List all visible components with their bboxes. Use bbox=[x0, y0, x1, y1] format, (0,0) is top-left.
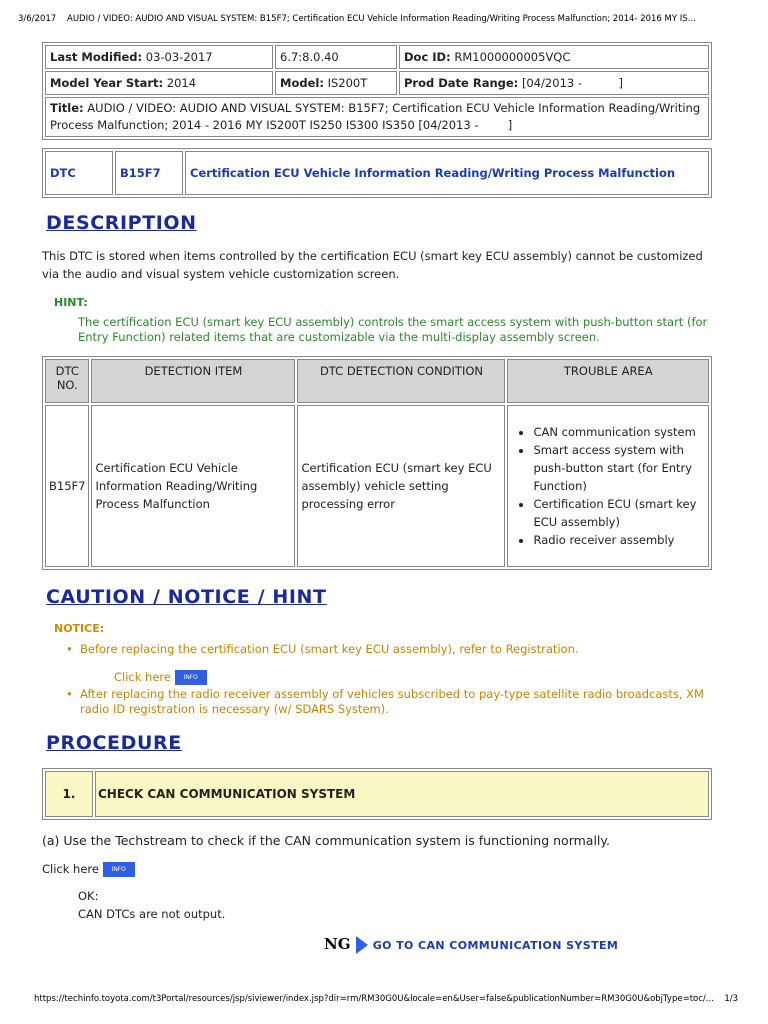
step-instruction: (a) Use the Techstream to check if the CAN communication system is functioning normally. bbox=[42, 833, 610, 848]
dtc-banner-table bbox=[42, 148, 712, 198]
procedure-click-here-row bbox=[42, 862, 135, 877]
col-detection-item: DETECTION ITEM bbox=[91, 359, 295, 403]
hint-text: The certification ECU (smart key ECU assembly) controls the smart access system with push-button start (for Entry Function) related items that are customizable via the multi-display assembly screen. bbox=[78, 315, 708, 344]
list-item: • Radio receiver assembly bbox=[533, 531, 705, 549]
notice-item-2: • After replacing the radio receiver assembly of vehicles subscribed to pay-type satellite radio broadcasts, XM radio ID registration is necessary (w/ SDARS System). bbox=[66, 687, 704, 716]
description-heading: DESCRIPTION bbox=[46, 212, 197, 234]
col-trouble-area: TROUBLE AREA bbox=[507, 359, 709, 403]
step-title: CHECK CAN COMMUNICATION SYSTEM bbox=[95, 771, 709, 817]
dtc-name: Certification ECU Vehicle Information Reading/Writing Process Malfunction bbox=[185, 151, 709, 195]
bullet-icon: • bbox=[66, 687, 73, 701]
title-cell: Title: AUDIO / VIDEO: AUDIO AND VISUAL SYSTEM: B15F7; Certification ECU Vehicle Information Reading/Writing Process Malfunction; 2014 - 2016 MY IS200T IS250 IS300 IS350 [04/2013 - ] bbox=[45, 97, 709, 137]
procedure-step-1 bbox=[42, 768, 712, 820]
dtc-trouble-table bbox=[42, 356, 712, 570]
procedure-heading: PROCEDURE bbox=[46, 732, 182, 754]
notice-click-here-row bbox=[114, 670, 207, 685]
version-value: 6.7:8.0.40 bbox=[280, 50, 339, 64]
notice-label: NOTICE: bbox=[54, 622, 105, 635]
dtc-label: DTC bbox=[45, 151, 113, 195]
cell-detection-item: Certification ECU Vehicle Information Reading/Writing Process Malfunction bbox=[91, 405, 295, 567]
document-meta-table bbox=[42, 42, 712, 140]
title-value: AUDIO / VIDEO: AUDIO AND VISUAL SYSTEM: B15F7; Certification ECU Vehicle Information Reading/Writing Process Malfunction; 2014 - 2016 MY IS200T IS250 IS300 IS350 [04/2013 - ] bbox=[50, 101, 704, 132]
notice-item-1: • Before replacing the certification ECU (smart key ECU assembly), refer to Registration. bbox=[66, 642, 579, 656]
model-value: IS200T bbox=[327, 76, 368, 90]
print-header bbox=[18, 14, 696, 24]
ng-label: NG bbox=[324, 935, 351, 953]
arrow-right-icon bbox=[356, 936, 368, 954]
ng-row bbox=[324, 934, 618, 954]
model-year-cell: Model Year Start: 2014 bbox=[45, 71, 273, 95]
go-to-can-link[interactable]: GO TO CAN COMMUNICATION SYSTEM bbox=[372, 939, 619, 952]
model-cell: Model: IS200T bbox=[275, 71, 397, 95]
model-year-value: 2014 bbox=[166, 76, 197, 90]
bullet-icon: • bbox=[66, 642, 73, 656]
description-text: This DTC is stored when items controlled by the certification ECU (smart key ECU assembly) cannot be customized via the audio and visual system vehicle customization screen. bbox=[42, 249, 703, 281]
doc-id-value: RM1000000005VQC bbox=[454, 50, 571, 64]
doc-id-cell: Doc ID: RM1000000005VQC bbox=[399, 45, 709, 69]
print-title: AUDIO / VIDEO: AUDIO AND VISUAL SYSTEM: B15F7; Certification ECU Vehicle Information Reading/Writing Process Malfunction; 2014- 2016 MY IS... bbox=[67, 14, 696, 24]
print-footer-page: 1/3 bbox=[724, 994, 738, 1004]
ok-label: OK: bbox=[78, 889, 99, 903]
click-here-text: Click here bbox=[42, 862, 99, 876]
hint-label: HINT: bbox=[54, 296, 88, 309]
cell-dtc-no: B15F7 bbox=[45, 405, 89, 567]
print-footer-url: https://techinfo.toyota.com/t3Portal/resources/jsp/siviewer/index.jsp?dir=rm/RM30G0U&locale=en&User=false&publicationNumber=RM30G0U&objType=toc/... bbox=[34, 994, 714, 1004]
dtc-code: B15F7 bbox=[115, 151, 183, 195]
info-button[interactable]: INFO bbox=[103, 862, 135, 877]
col-dtc-no: DTC NO. bbox=[45, 359, 89, 403]
list-item: • Certification ECU (smart key ECU assembly) bbox=[533, 495, 705, 531]
table-row bbox=[45, 405, 709, 567]
cell-trouble-area bbox=[507, 405, 709, 567]
caution-heading: CAUTION / NOTICE / HINT bbox=[46, 586, 327, 608]
list-item: • CAN communication system bbox=[533, 423, 705, 441]
trouble-area-list bbox=[511, 423, 705, 549]
print-date: 3/6/2017 bbox=[18, 14, 57, 24]
list-item: • Smart access system with push-button start (for Entry Function) bbox=[533, 441, 705, 495]
col-detection-condition: DTC DETECTION CONDITION bbox=[297, 359, 505, 403]
info-button[interactable]: INFO bbox=[175, 670, 207, 685]
last-modified-cell: Last Modified: 03-03-2017 bbox=[45, 45, 273, 69]
ok-text: CAN DTCs are not output. bbox=[78, 907, 226, 921]
prod-date-cell: Prod Date Range: [04/2013 - ] bbox=[399, 71, 709, 95]
version-cell bbox=[275, 45, 397, 69]
last-modified-value: 03-03-2017 bbox=[145, 50, 213, 64]
cell-detection-condition: Certification ECU (smart key ECU assembly) vehicle setting processing error bbox=[297, 405, 505, 567]
step-number: 1. bbox=[45, 771, 93, 817]
prod-date-value: [04/2013 - ] bbox=[521, 76, 624, 90]
click-here-text: Click here bbox=[114, 670, 171, 684]
